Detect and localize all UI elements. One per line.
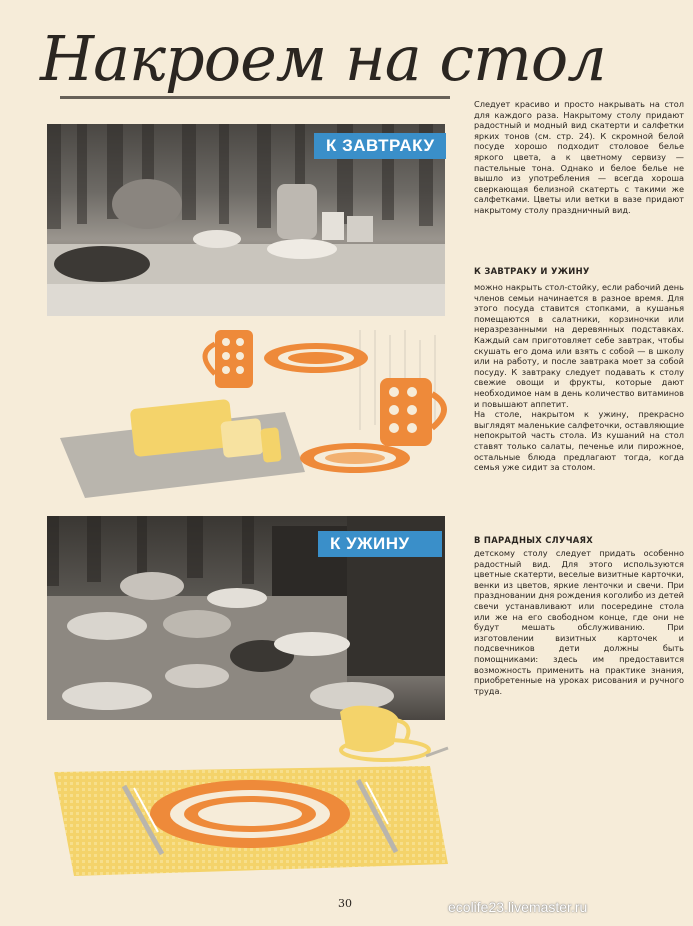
breakfast-dinner-text [474,282,684,473]
special-occasions-text [474,548,684,696]
section-heading-special: В ПАРАДНЫХ СЛУЧАЯХ [474,535,594,545]
section-heading-breakfast-dinner: К ЗАВТРАКУ И УЖИНУ [474,266,590,276]
title-underline [60,96,450,99]
intro-text [474,99,684,216]
breakfast-dinner-paragraph: можно накрыть стол-стойку, если рабочий день членов семьи начинается в разное время. Для этого посуда ставится стопками, а кушанья помещаются в салатники, корзиночки или неразрезанными на деревянных подставках. Каждый сам приготовляет себе завтрак, чтобы скушать его дома или взять с собой — в школу или на работу, и после завтрака моет за собой посуду. К завтраку следует подавать к столу свежие овощи и фрукты, которые дают необходимое нам в день количество витаминов и повышают аппетит. [474,282,684,409]
page-number: 30 [338,897,352,910]
breakfast-tag: К ЗАВТРАКУ [314,133,446,159]
dinner-paragraph: На столе, накрытом к ужину, прекрасно выглядят маленькие салфеточки, оставляющие непокрытой часть стола. Из кушаний на стол ставят только салаты, печенье или пирожное, остальные блюда предлагают тогда, когда семья уже сидит за столом. [474,409,684,473]
dinner-illustration [40,692,460,884]
dinner-tag: К УЖИНУ [318,531,442,557]
page-title: Накроем на стол [40,22,606,95]
breakfast-illustration [40,320,460,510]
special-occasions-paragraph: детскому столу следует придать особенно радостный вид. Для этого используются цветные скатерти, веселые визитные карточки, венки из цветов, яркие ленточки и свечи. При праздновании дня рождения коголибо из детей свечи устанавливают или посередине стола или же на его свободном конце, где они не будут мешать обслуживанию. При изготовлении визитных карточек и подсвечников дети должны быть помощниками: здесь им предоставится возможность применить на практике знания, приобретенные на уроках рисования и ручного труда. [474,548,684,696]
intro-paragraph: Следует красиво и просто накрывать на стол для каждого раза. Накрытому столу придают радостный и модный вид скатерти и салфетки ярких тонов (см. стр. 24). К скромной белой посуде хорошо подходит столовое белье яркого цвета, а к цветному сервизу — пастельные тона. Однако и белое белье не вышло из употребления — всегда хороша сверкающая белизной скатерть с такими же салфетками. Цветы или ветки в вазе придают накрытому столу праздничный вид. [474,99,684,215]
watermark: ecolife23.livemaster.ru [448,899,588,915]
